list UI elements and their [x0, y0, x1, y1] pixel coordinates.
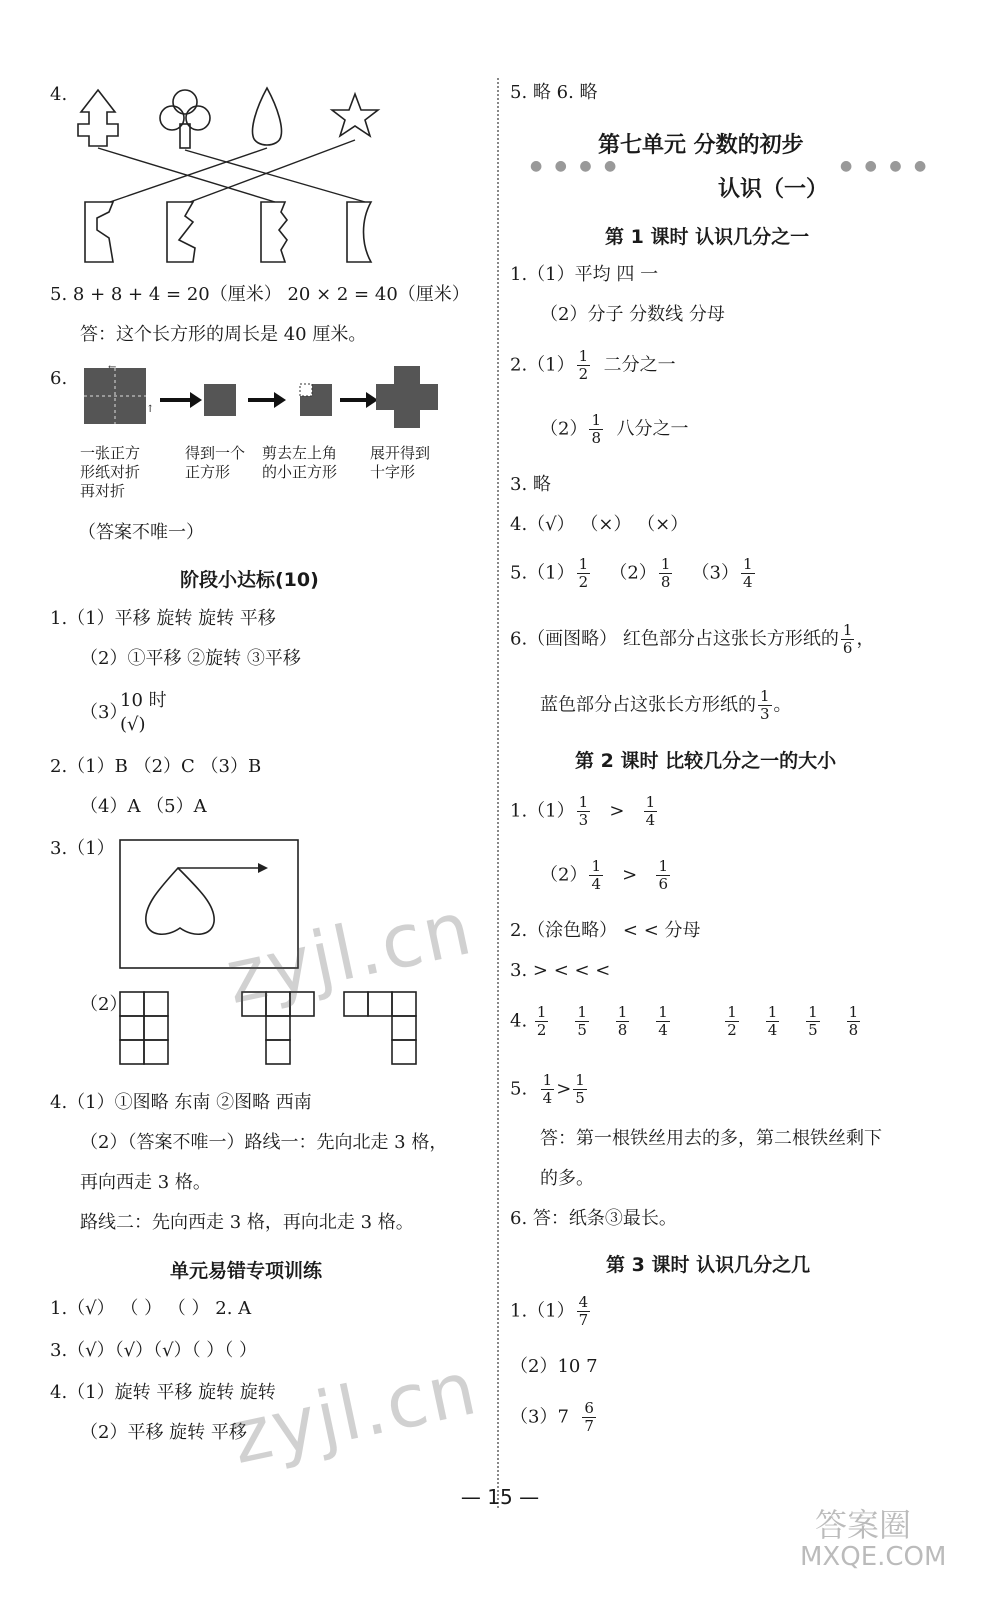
cut-square: [300, 384, 332, 416]
fraction: [741, 556, 755, 591]
denominator: 3: [578, 811, 589, 829]
err-title: 单元易错专项训练: [170, 1260, 323, 1282]
numerator: 1: [760, 687, 770, 705]
fraction: [806, 1004, 820, 1039]
fraction: [725, 1004, 739, 1039]
denominator: 4: [542, 1089, 553, 1107]
l1-4-post: 八分之一: [616, 418, 689, 440]
fraction: [758, 688, 772, 723]
l1-9-post: 。: [773, 694, 792, 716]
s4-4: 路线二：先向西走 3 格，再向北走 3 格。: [80, 1212, 414, 1233]
fraction: [766, 1004, 780, 1039]
arrow-right-icon: [160, 392, 202, 408]
q6-note: （答案不唯一）: [78, 522, 204, 543]
q6-step1: 一张正方 形纸对折 再对折: [80, 444, 141, 500]
numerator: 1: [727, 1003, 737, 1021]
s2-1: 2.（1）B （2）C （3）B: [50, 756, 262, 777]
column-divider: [497, 78, 499, 1508]
l3-3-pre: （3）7: [510, 1406, 569, 1428]
l2-2: [540, 858, 672, 893]
half-drop-shape: [347, 202, 371, 262]
half-arrow-shape: [85, 202, 113, 262]
numerator: 4: [578, 1293, 589, 1311]
denominator: 5: [575, 1089, 585, 1107]
numerator: 1: [578, 555, 589, 573]
fraction: [577, 1294, 591, 1329]
arrow-right-icon: [340, 392, 378, 408]
fraction: [575, 1004, 589, 1039]
s3-1: 3.（1）: [50, 838, 115, 859]
l2-6-pre: 5.: [510, 1078, 528, 1100]
l2-5-pre: 4.: [510, 1010, 528, 1032]
l2-8: 的多。: [540, 1168, 594, 1189]
compare-sign: >: [609, 800, 625, 822]
fraction: [577, 794, 591, 829]
fraction: [582, 1400, 596, 1435]
club-tree-shape: [160, 90, 210, 148]
l1-8-post: ，: [856, 628, 875, 650]
numerator: 1: [742, 555, 753, 573]
numerator: 1: [808, 1003, 818, 1021]
q6-step3: 剪去左上角 的小正方形: [262, 444, 338, 481]
l1-8-pre: 6.（画图略） 红色部分占这张长方形纸的: [510, 628, 839, 650]
l2-6: [510, 1072, 589, 1107]
l2-1: [510, 794, 659, 829]
matching-lines: [98, 140, 365, 202]
arrow-head-icon: [258, 863, 268, 873]
matching-figure: [75, 80, 395, 270]
sub-title: 认识（一）: [718, 177, 829, 202]
dots-right: ● ● ● ●: [840, 158, 931, 174]
compare-sign: >: [556, 1078, 572, 1100]
cross-shape: [376, 366, 438, 428]
numerator: 1: [842, 621, 853, 639]
stage-title: 阶段小达标(10): [180, 569, 319, 591]
l1-4: [540, 412, 688, 447]
heart-shape: [146, 868, 214, 934]
l1-7-a: 5.（1）: [510, 562, 575, 584]
denominator: 4: [658, 1021, 668, 1039]
l1-6: 4.（√） （×） （×）: [510, 514, 689, 535]
numerator: 1: [848, 1003, 859, 1021]
l2-3: 2.（涂色略） < < 分母: [510, 920, 701, 941]
numerator: 1: [578, 793, 589, 811]
drop-shape: [253, 88, 282, 145]
fraction: [589, 858, 603, 893]
numerator: 1: [658, 857, 668, 875]
l1-2: （2）分子 分数线 分母: [540, 304, 725, 325]
l3-title: 第 3 课时 认识几分之几: [606, 1254, 811, 1276]
denominator: 4: [767, 1021, 778, 1039]
numerator: 1: [660, 555, 671, 573]
l1-7-c: （3）: [691, 562, 739, 584]
l1-3: [510, 348, 676, 383]
fraction: [847, 1004, 861, 1039]
compare-sign: >: [622, 864, 638, 886]
denominator: 5: [577, 1021, 587, 1039]
denominator: 5: [808, 1021, 818, 1039]
small-square: [204, 384, 236, 416]
arrow-right-icon: [248, 392, 286, 408]
l1-9: [540, 688, 792, 723]
star-shape: [332, 94, 378, 136]
numerator: 1: [542, 1071, 553, 1089]
watermark-logo: zyjl.cn: [218, 885, 481, 1021]
fold-arrow-up-icon: ↑: [146, 404, 155, 415]
dots-left: ● ● ● ●: [530, 158, 621, 174]
paper-fold-figure: [78, 362, 458, 432]
denominator: 8: [591, 429, 601, 447]
denominator: 6: [842, 639, 853, 657]
s1-2: （2）①平移 ②旋转 ③平移: [80, 648, 301, 669]
numerator: 1: [617, 1003, 628, 1021]
numerator: 1: [536, 1003, 547, 1021]
denominator: 4: [645, 811, 656, 829]
fraction: [841, 622, 855, 657]
numerator: 1: [645, 793, 656, 811]
l2-7: 答：第一根铁丝用去的多，第二根铁丝剩下: [540, 1128, 882, 1149]
l2-1-pre: 1.（1）: [510, 800, 575, 822]
e1: 1.（√） （ ） （ ） 2. A: [50, 1298, 252, 1319]
l1-9-pre: 蓝色部分占这张长方形纸的: [540, 694, 756, 716]
e3: 3.（√）（√）（√）（ ）（ ）: [50, 1340, 258, 1361]
e4-2: （2）平移 旋转 平移: [80, 1422, 247, 1443]
denominator: 3: [760, 705, 770, 723]
arrow-up-shape: [78, 90, 118, 146]
fraction: [656, 1004, 670, 1039]
q6-step4: 展开得到 十字形: [370, 444, 431, 481]
fraction: [577, 556, 591, 591]
l1-3-pre: 2.（1）: [510, 354, 575, 376]
fraction: [659, 556, 673, 591]
numerator: 1: [591, 411, 601, 429]
denominator: 4: [742, 573, 753, 591]
s1-3-b: (√): [120, 714, 146, 735]
q5-line: 5. 8 + 8 + 4 = 20（厘米） 20 × 2 = 40（厘米）: [50, 284, 470, 305]
fraction: [656, 858, 670, 893]
fraction: [644, 794, 658, 829]
numerator: 1: [578, 347, 589, 365]
q5-answer: 答：这个长方形的周长是 40 厘米。: [80, 324, 367, 345]
l3-1: [510, 1294, 592, 1329]
watermark-site: MXQE.COM: [800, 1542, 947, 1572]
denominator: 2: [578, 365, 589, 383]
fraction: [589, 412, 603, 447]
l1-3-post: 二分之一: [603, 354, 676, 376]
l1-7: [510, 556, 757, 591]
r56: 5. 略 6. 略: [510, 82, 598, 103]
s1-3-a: 10 时: [120, 690, 167, 711]
q6-step2: 得到一个 正方形: [185, 444, 246, 481]
l2-2-pre: （2）: [540, 864, 588, 886]
denominator: 8: [848, 1021, 859, 1039]
l3-2: （2）10 7: [510, 1356, 598, 1377]
s2-2: （4）A （5）A: [80, 796, 207, 817]
s1-1: 1.（1）平移 旋转 旋转 平移: [50, 608, 276, 629]
l1-8: [510, 622, 874, 657]
l1-7-b: （2）: [609, 562, 657, 584]
denominator: 2: [536, 1021, 547, 1039]
l2-5: [510, 1004, 862, 1039]
s4-3: 再向西走 3 格。: [80, 1172, 211, 1193]
s3-2: （2）: [80, 994, 128, 1015]
numerator: 1: [591, 857, 601, 875]
denominator: 6: [658, 875, 668, 893]
half-tree-shape: [167, 202, 195, 262]
denominator: 8: [617, 1021, 628, 1039]
numerator: 1: [658, 1003, 668, 1021]
l2-9: 6. 答：纸条③最长。: [510, 1208, 677, 1229]
s4-2: （2）（答案不唯一）路线一：先向北走 3 格，: [80, 1132, 448, 1153]
s4-1: 4.（1）①图略 东南 ②图略 西南: [50, 1092, 312, 1113]
fraction: [535, 1004, 549, 1039]
fraction: [577, 348, 591, 383]
l2-4: 3. > < < <: [510, 960, 611, 981]
l1-title: 第 1 课时 认识几分之一: [605, 226, 810, 248]
numerator: 1: [577, 1003, 587, 1021]
numerator: 1: [575, 1071, 585, 1089]
denominator: 2: [727, 1021, 737, 1039]
watermark-answer-logo: 答案圈: [815, 1506, 912, 1544]
fraction: [541, 1072, 555, 1107]
q6-label: 6.: [50, 368, 68, 389]
fraction: [616, 1004, 630, 1039]
s1-3-label: （3）: [80, 702, 128, 723]
denominator: 7: [584, 1417, 594, 1435]
l1-5: 3. 略: [510, 474, 551, 495]
denominator: 2: [578, 573, 589, 591]
fold-arrow-icon: ←: [108, 362, 117, 373]
l3-1-pre: 1.（1）: [510, 1300, 575, 1322]
fraction: [573, 1072, 587, 1107]
half-star-shape: [261, 202, 287, 262]
l3-3: [510, 1400, 598, 1435]
e4-1: 4.（1）旋转 平移 旋转 旋转: [50, 1382, 276, 1403]
page-number: — 15 —: [460, 1485, 540, 1509]
denominator: 8: [660, 573, 671, 591]
l1-1: 1.（1）平均 四 一: [510, 264, 659, 285]
numerator: 1: [767, 1003, 778, 1021]
denominator: 7: [578, 1311, 589, 1329]
unit-title: 第七单元 分数的初步: [598, 133, 804, 158]
numerator: 6: [584, 1399, 594, 1417]
watermark-logo: zyjl.cn: [223, 1345, 486, 1481]
denominator: 4: [591, 875, 601, 893]
l1-4-pre: （2）: [540, 418, 588, 440]
l2-title: 第 2 课时 比较几分之一的大小: [575, 750, 837, 772]
q4-label: 4.: [50, 84, 68, 105]
